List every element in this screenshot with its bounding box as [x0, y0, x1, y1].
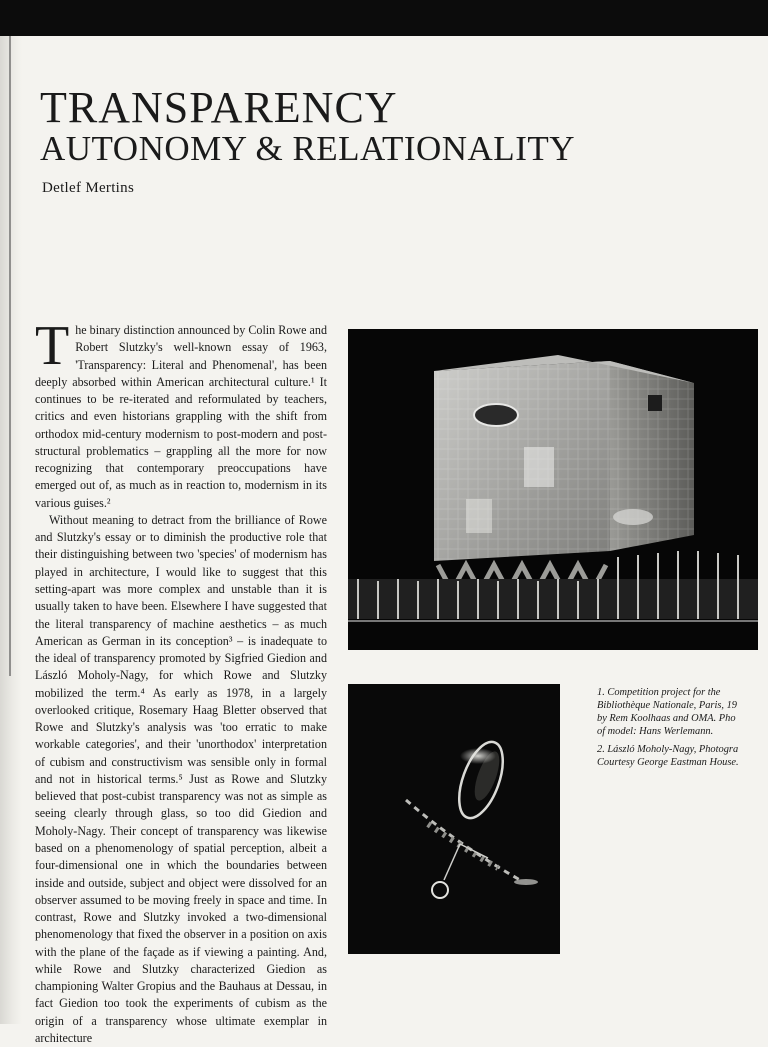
book-spine-shadow	[0, 36, 22, 1024]
paragraph-2: Without meaning to detract from the brilliance of Rowe and Slutzky's essay or to diminish the productive role that their distinguishing between two 'species' of modernism has played in architecture, I would like to suggest that this setting-apart was more complex and unstable than it is usually taken to have been. Elsewhere I have suggested that the literal transparency of machine aesthetics – as much American as German in its conception³ – is inadequate to the ideal of transparency promoted by Sigfried Giedion and László Moholy-Nagy, for which Rowe and Slutzky mobilized the term.⁴ As early as 1978, in a largely overlooked critique, Rosemary Haag Bletter observed that Rowe and Slutzky's analysis was 'too erratic to make workable categories', and their 'unorthodox' interpretation of cubism and constructivism was sensible only in formal and not in historical terms.⁵ Just as Rowe and Slutzky believed that post-cubist transparency was not as simple as seeing clearly through glass, so too did Giedion and Moholy-Nagy. Their concept of transparency was likewise based on a phenomenology of spatial perception, albeit a four-dimensional one in which the boundaries between inside and outside, subject and object were dissolved for an observer assumed to be moving freely in space and time. In contrast, Rowe and Slutzky invoked a two-dimensional phenomenology that fixed the observer in a position on axis with the plane of the façade as if viewing a painting. And, while Rowe and Slutzky characterized Giedion as championing Walter Gropius and the Bauhaus at Dessau, in fact Giedion too took the experiments of cubism as the origin of a transparency whose ultimate exemplar in architecture	[35, 512, 327, 1045]
figure-2-caption: 2. László Moholy-Nagy, Photogra Courtesy George Eastman House.	[597, 744, 739, 768]
article-subtitle: AUTONOMY & RELATIONALITY	[40, 129, 576, 168]
paragraph-1-text: he binary distinction announced by Colin Rowe and Robert Slutzky's well-known essay of 1963, 'Transparency: Literal and Phenomenal', has been deeply absorbed within American architectural culture.¹ It continues to be re-iterated and reformulated by teachers, critics and even historians grappling with the shift from orthodox mid-century modernism to post-modern and post-structural problematics – grappling all the more for now recognizing that contemporary preoccupations have emerged out of, as much as in reaction to, modernism in its various guises.²	[35, 323, 327, 510]
figure-1-caption: 1. Competition project for the Bibliothèque Nationale, Paris, 19 by Rem Koolhaas and OMA. Pho of model: Hans Werlemann.	[597, 687, 737, 737]
figure-2-photogram	[348, 684, 560, 954]
scan-top-edge	[0, 0, 768, 36]
figure-1-library-model-photo	[348, 329, 758, 650]
paragraph-1	[35, 315, 327, 512]
article-body	[35, 315, 327, 1047]
article-author: Detlef Mertins	[42, 180, 135, 196]
drop-cap: T	[35, 315, 70, 377]
article-title: TRANSPARENCY	[40, 83, 398, 132]
spine-line	[9, 36, 11, 676]
